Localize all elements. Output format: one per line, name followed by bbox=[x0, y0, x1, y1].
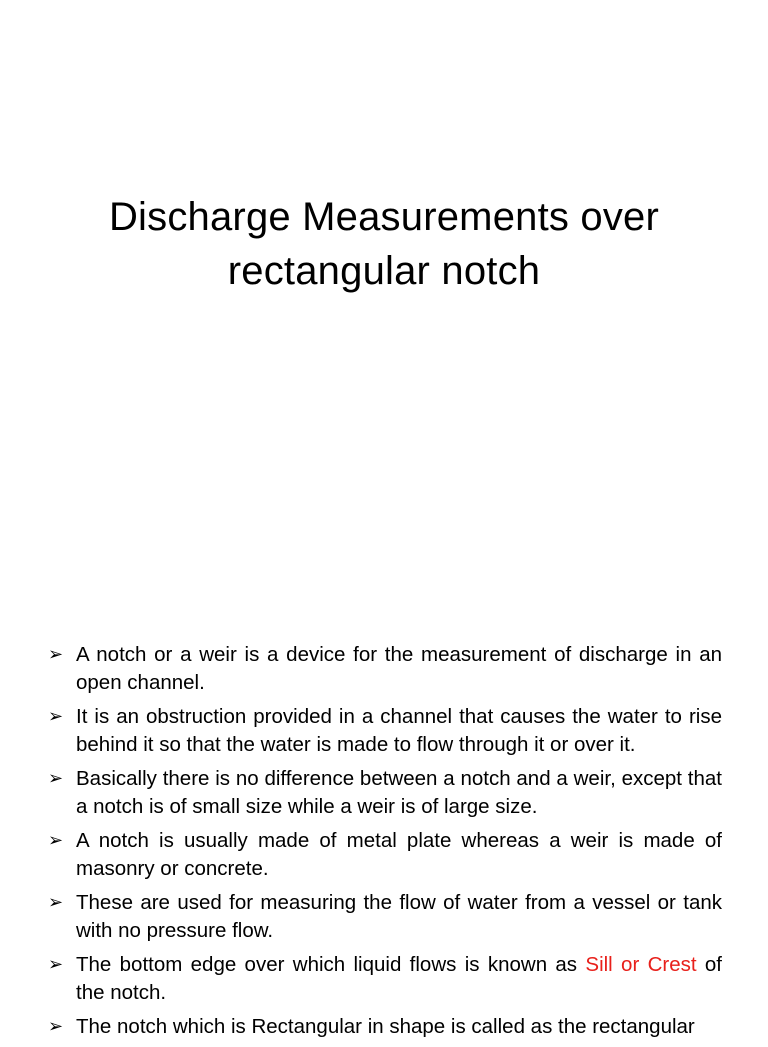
bullet-text: A notch or a weir is a device for the measurement of discharge in an open channel. bbox=[76, 643, 722, 694]
bullet-text: A notch is usually made of metal plate whereas a weir is made of masonry or concrete. bbox=[76, 829, 722, 880]
bullet-text: Basically there is no difference between a notch and a weir, except that a notch is of small size while a weir is of large size. bbox=[76, 767, 722, 818]
bullet-item bbox=[46, 827, 722, 883]
bullet-text: These are used for measuring the flow of water from a vessel or tank with no pressure flow. bbox=[76, 891, 722, 942]
arrowhead-bullet-icon: ➢ bbox=[48, 830, 64, 851]
slide-title-line-1: Discharge Measurements over bbox=[108, 195, 660, 239]
arrowhead-bullet-icon: ➢ bbox=[48, 1016, 64, 1037]
bullet-item bbox=[46, 765, 722, 821]
arrowhead-bullet-icon: ➢ bbox=[48, 706, 64, 727]
arrowhead-bullet-icon: ➢ bbox=[48, 892, 64, 913]
bullet-text-before: The bottom edge over which liquid flows is known as bbox=[76, 953, 586, 976]
bullet-list bbox=[46, 641, 722, 1047]
bullet-item bbox=[46, 703, 722, 759]
bullet-text: It is an obstruction provided in a channel that causes the water to rise behind it so that the water is made to flow through it or over it. bbox=[76, 705, 722, 756]
bullet-item bbox=[46, 889, 722, 945]
bullet-text: The notch which is Rectangular in shape is called as the rectangular bbox=[76, 1015, 695, 1038]
slide-title-line-2: rectangular notch bbox=[227, 249, 541, 293]
arrowhead-bullet-icon: ➢ bbox=[48, 954, 64, 975]
arrowhead-bullet-icon: ➢ bbox=[48, 768, 64, 789]
bullet-item bbox=[46, 641, 722, 697]
arrowhead-bullet-icon: ➢ bbox=[48, 644, 64, 665]
sill-or-crest-highlight: Sill or Crest bbox=[585, 953, 697, 976]
slide-title bbox=[40, 190, 728, 298]
bullet-text-after: of the notch. bbox=[76, 953, 722, 1004]
bullet-item bbox=[46, 951, 722, 1007]
bullet-item bbox=[46, 1013, 722, 1041]
